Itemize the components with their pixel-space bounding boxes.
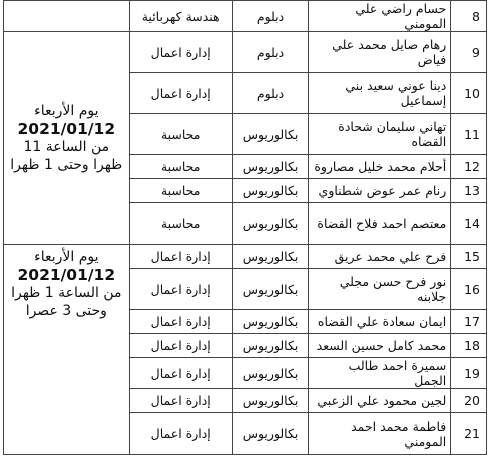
- session-time: من الساعة 1 ظهرا وحتى 3 عصرا: [11, 285, 122, 319]
- row-number: 16: [451, 269, 487, 310]
- row-number: 10: [451, 73, 487, 114]
- degree-cell: بكالوريوس: [232, 179, 309, 203]
- applicant-name: سميرة احمد طالب الجمل: [309, 358, 451, 389]
- degree-cell: بكالوريوس: [232, 155, 309, 179]
- row-number: 21: [451, 413, 487, 455]
- major-cell: إدارة اعمال: [129, 358, 232, 389]
- major-cell: إدارة اعمال: [129, 310, 232, 334]
- applicants-table: [3, 0, 487, 455]
- degree-cell: بكالوريوس: [232, 334, 309, 358]
- session-time: من الساعة 11 ظهرا وحتى 1 ظهرا: [10, 139, 123, 173]
- major-cell: إدارة اعمال: [129, 389, 232, 413]
- applicant-name: نور فرح حسن مجلي جلابنه: [309, 269, 451, 310]
- session-cell: [4, 32, 130, 245]
- applicant-name: رهام صايل محمد علي فياض: [309, 32, 451, 73]
- row-number: 9: [451, 32, 487, 73]
- applicant-name: أحلام محمد خليل مصاروة: [309, 155, 451, 179]
- major-cell: محاسبة: [129, 179, 232, 203]
- row-number: 12: [451, 155, 487, 179]
- applicant-name: معتصم احمد فلاح القضاة: [309, 203, 451, 245]
- applicant-name: فرح علي محمد عريق: [309, 245, 451, 269]
- major-cell: هندسة كهربائية: [129, 1, 232, 32]
- row-number: 20: [451, 389, 487, 413]
- major-cell: محاسبة: [129, 155, 232, 179]
- degree-cell: دبلوم: [232, 1, 309, 32]
- degree-cell: بكالوريوس: [232, 114, 309, 155]
- major-cell: إدارة اعمال: [129, 73, 232, 114]
- degree-cell: بكالوريوس: [232, 203, 309, 245]
- applicant-name: ايمان سعادة علي القضاه: [309, 310, 451, 334]
- row-number: 13: [451, 179, 487, 203]
- degree-cell: بكالوريوس: [232, 358, 309, 389]
- table-row: [4, 245, 487, 269]
- row-number: 15: [451, 245, 487, 269]
- applicant-name: فاطمة محمد احمد المومني: [309, 413, 451, 455]
- degree-cell: بكالوريوس: [232, 269, 309, 310]
- major-cell: محاسبة: [129, 114, 232, 155]
- applicant-name: دينا عوني سعيد بني إسماعيل: [309, 73, 451, 114]
- major-cell: إدارة اعمال: [129, 334, 232, 358]
- session-day: يوم الأربعاء: [34, 103, 99, 119]
- session-day: يوم الأربعاء: [34, 249, 99, 265]
- major-cell: إدارة اعمال: [129, 32, 232, 73]
- major-cell: محاسبة: [129, 203, 232, 245]
- table-row: [4, 1, 487, 32]
- major-cell: إدارة اعمال: [129, 245, 232, 269]
- row-number: 14: [451, 203, 487, 245]
- row-number: 19: [451, 358, 487, 389]
- applicant-name: تهاني سليمان شحادة القضاه: [309, 114, 451, 155]
- degree-cell: بكالوريوس: [232, 310, 309, 334]
- applicant-name: حسام راضي علي المومني: [309, 1, 451, 32]
- row-number: 8: [451, 1, 487, 32]
- session-cell: [4, 245, 130, 455]
- row-number: 17: [451, 310, 487, 334]
- applicant-name: رنام عمر عوض شطناوي: [309, 179, 451, 203]
- degree-cell: بكالوريوس: [232, 389, 309, 413]
- degree-cell: دبلوم: [232, 32, 309, 73]
- session-cell-continued: [4, 1, 130, 32]
- major-cell: إدارة اعمال: [129, 413, 232, 455]
- degree-cell: بكالوريوس: [232, 413, 309, 455]
- major-cell: إدارة اعمال: [129, 269, 232, 310]
- applicant-name: لجين محمود علي الزعبي: [309, 389, 451, 413]
- table-row: [4, 32, 487, 73]
- session-date: 2021/01/12: [17, 120, 116, 138]
- degree-cell: بكالوريوس: [232, 245, 309, 269]
- row-number: 18: [451, 334, 487, 358]
- applicant-name: محمد كامل حسين السعد: [309, 334, 451, 358]
- degree-cell: دبلوم: [232, 73, 309, 114]
- session-date: 2021/01/12: [17, 266, 116, 284]
- row-number: 11: [451, 114, 487, 155]
